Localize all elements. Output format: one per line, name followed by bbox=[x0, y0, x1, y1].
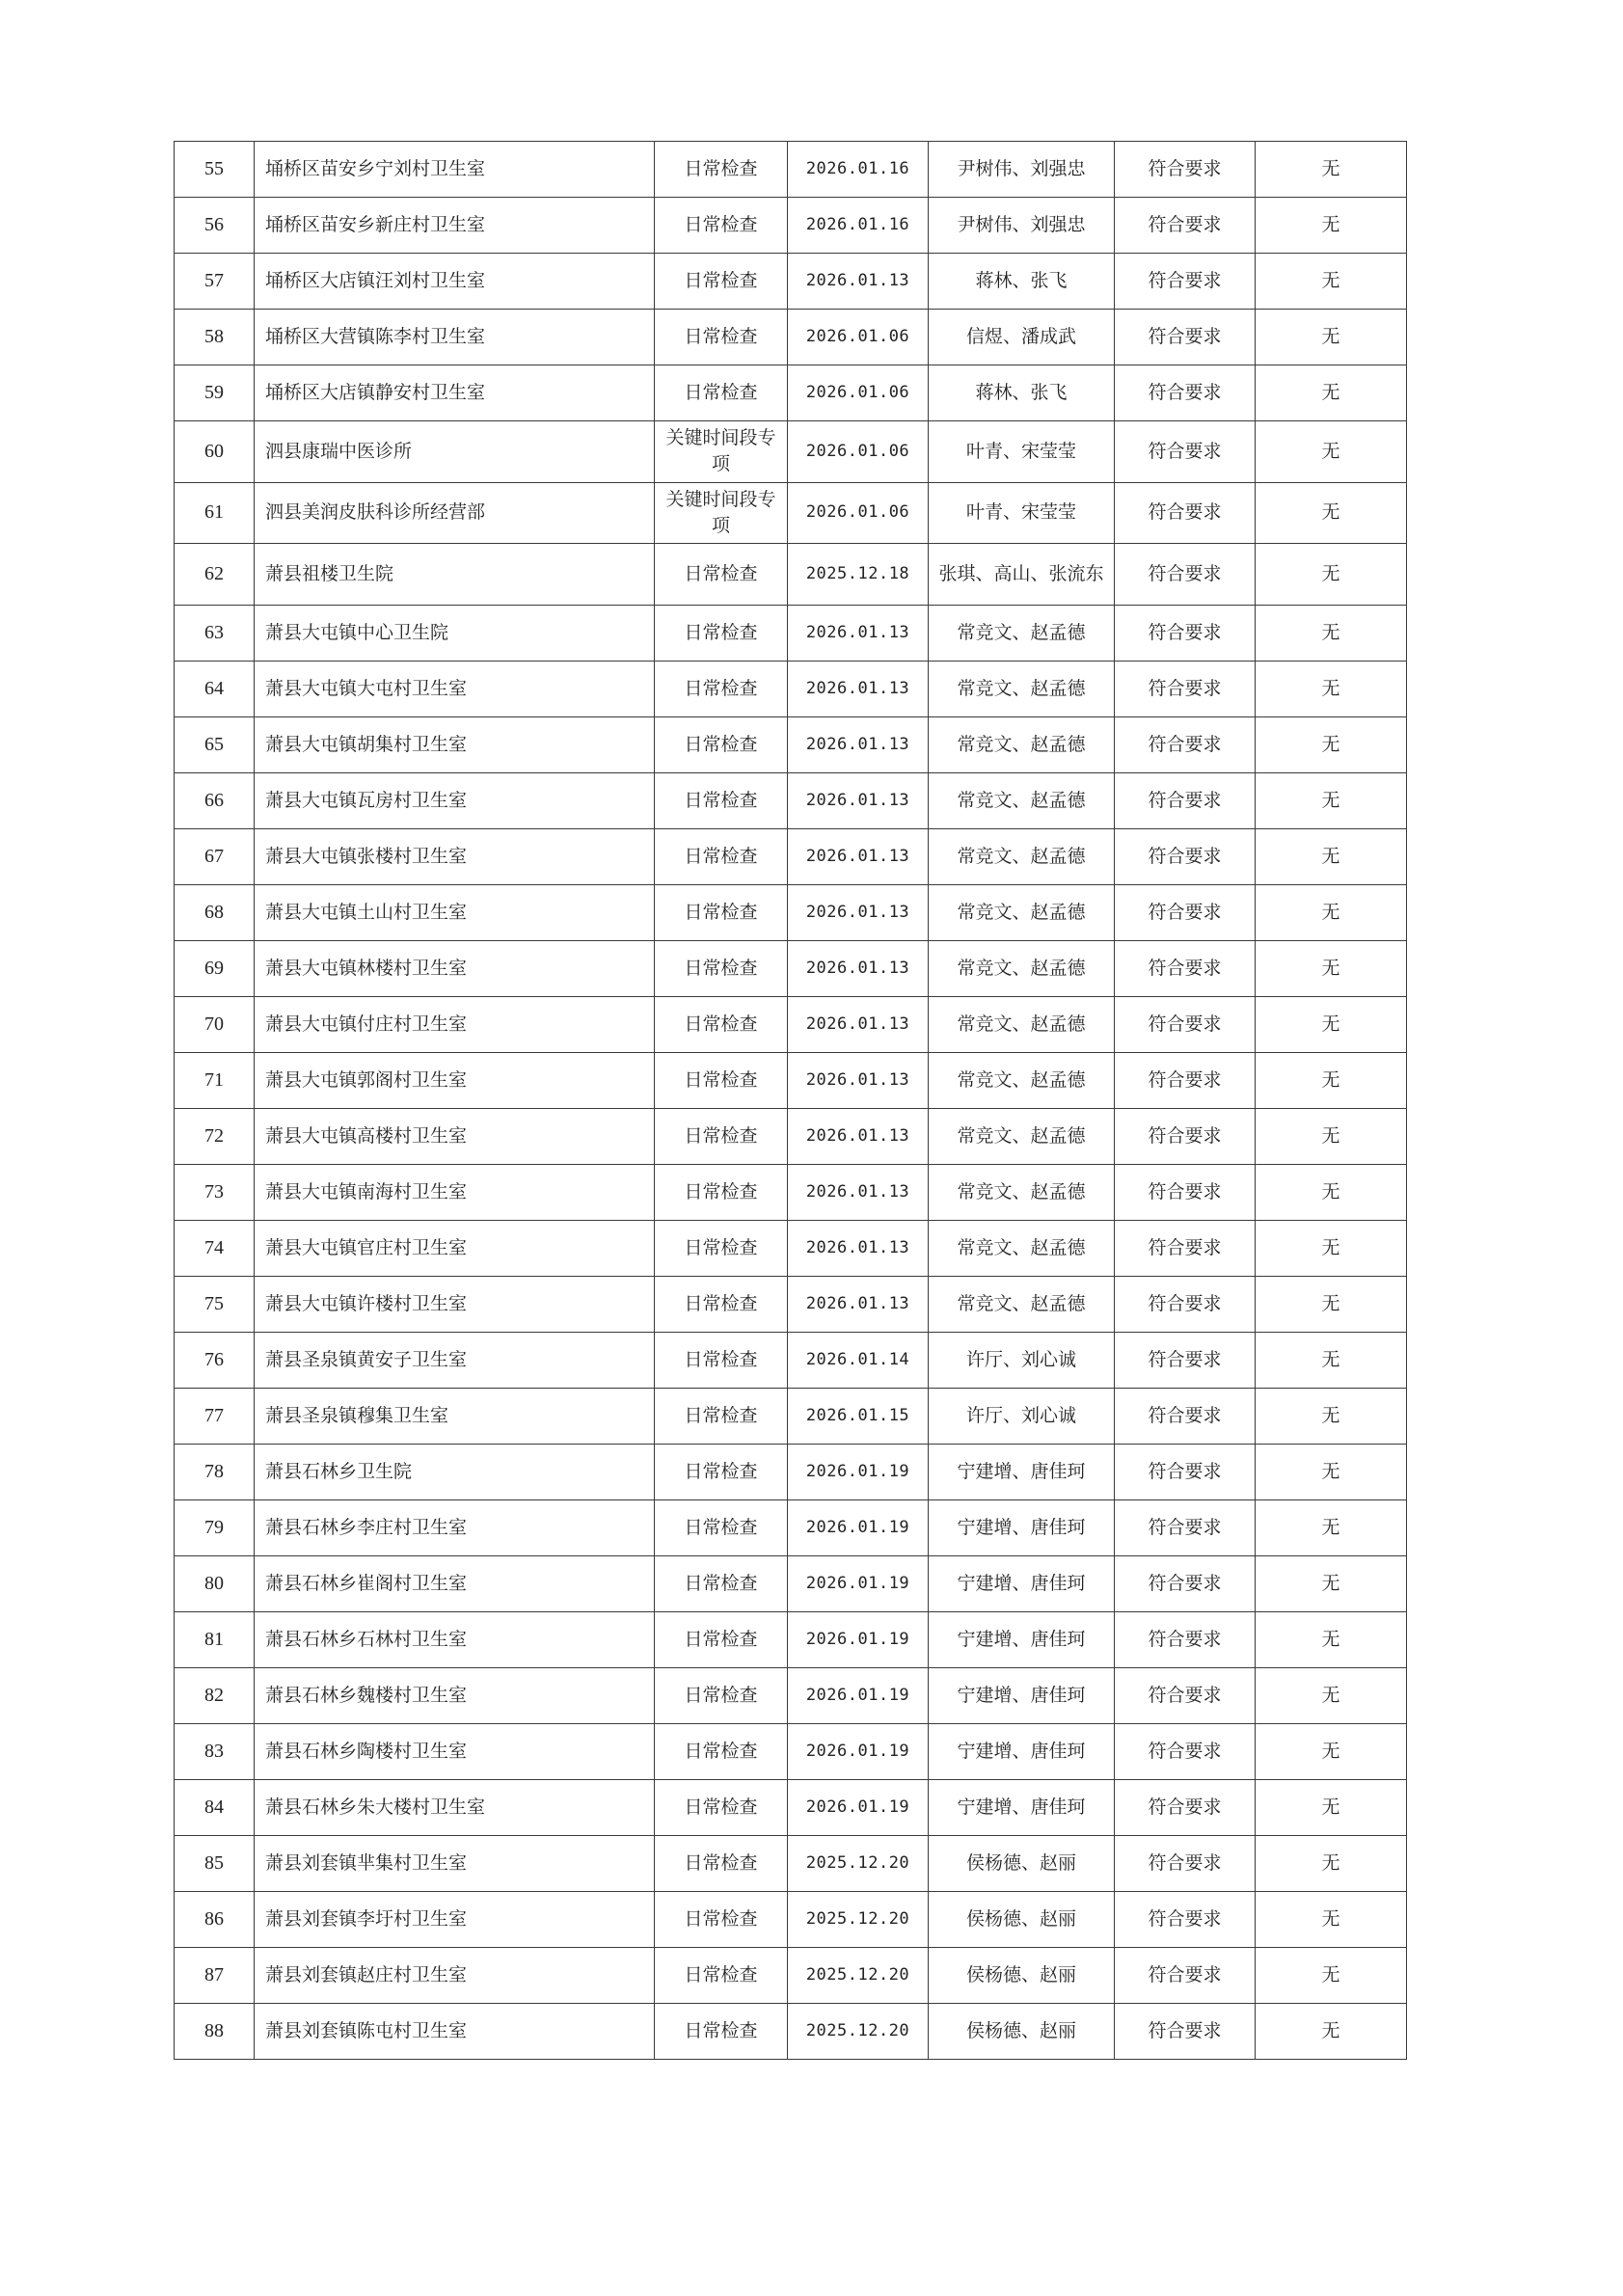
table-row bbox=[175, 142, 1407, 198]
issues-cell: 无 bbox=[1256, 605, 1407, 661]
row-number-cell: 79 bbox=[175, 1499, 255, 1555]
institution-name-cell: 泗县康瑞中医诊所 bbox=[255, 421, 655, 483]
row-number-cell: 87 bbox=[175, 1947, 255, 2003]
inspection-type-cell: 日常检查 bbox=[655, 1835, 788, 1891]
row-number-cell: 70 bbox=[175, 996, 255, 1052]
table-row bbox=[175, 772, 1407, 828]
inspectors-cell: 常竞文、赵孟德 bbox=[929, 884, 1115, 940]
table-row bbox=[175, 198, 1407, 254]
inspectors-cell: 常竞文、赵孟德 bbox=[929, 661, 1115, 716]
issues-cell: 无 bbox=[1256, 142, 1407, 198]
table-row bbox=[175, 365, 1407, 421]
institution-name-cell: 萧县大屯镇官庄村卫生室 bbox=[255, 1220, 655, 1276]
result-cell: 符合要求 bbox=[1115, 884, 1256, 940]
issues-cell: 无 bbox=[1256, 421, 1407, 483]
inspection-type-cell: 日常检查 bbox=[655, 1891, 788, 1947]
row-number-cell: 74 bbox=[175, 1220, 255, 1276]
row-number-cell: 78 bbox=[175, 1444, 255, 1499]
issues-cell: 无 bbox=[1256, 1332, 1407, 1388]
inspection-type-cell: 日常检查 bbox=[655, 828, 788, 884]
inspection-type-cell: 关键时间段专项 bbox=[655, 482, 788, 544]
institution-name-cell: 萧县石林乡朱大楼村卫生室 bbox=[255, 1779, 655, 1835]
inspection-date-cell: 2026.01.13 bbox=[788, 996, 929, 1052]
inspectors-cell: 常竞文、赵孟德 bbox=[929, 1220, 1115, 1276]
result-cell: 符合要求 bbox=[1115, 1332, 1256, 1388]
inspection-type-cell: 日常检查 bbox=[655, 772, 788, 828]
result-cell: 符合要求 bbox=[1115, 1835, 1256, 1891]
inspection-type-cell: 日常检查 bbox=[655, 1723, 788, 1779]
table-row bbox=[175, 1164, 1407, 1220]
result-cell: 符合要求 bbox=[1115, 1052, 1256, 1108]
inspection-type-cell: 日常检查 bbox=[655, 1164, 788, 1220]
result-cell: 符合要求 bbox=[1115, 1555, 1256, 1611]
issues-cell: 无 bbox=[1256, 310, 1407, 365]
inspectors-cell: 宁建增、唐佳珂 bbox=[929, 1555, 1115, 1611]
row-number-cell: 66 bbox=[175, 772, 255, 828]
inspection-date-cell: 2026.01.16 bbox=[788, 198, 929, 254]
row-number-cell: 76 bbox=[175, 1332, 255, 1388]
inspection-type-cell: 日常检查 bbox=[655, 996, 788, 1052]
issues-cell: 无 bbox=[1256, 661, 1407, 716]
row-number-cell: 64 bbox=[175, 661, 255, 716]
inspectors-cell: 许厅、刘心诚 bbox=[929, 1388, 1115, 1444]
inspection-date-cell: 2026.01.13 bbox=[788, 716, 929, 772]
institution-name-cell: 萧县大屯镇张楼村卫生室 bbox=[255, 828, 655, 884]
table-row bbox=[175, 605, 1407, 661]
table-row bbox=[175, 1499, 1407, 1555]
inspectors-cell: 常竞文、赵孟德 bbox=[929, 772, 1115, 828]
issues-cell: 无 bbox=[1256, 482, 1407, 544]
result-cell: 符合要求 bbox=[1115, 940, 1256, 996]
inspectors-cell: 常竞文、赵孟德 bbox=[929, 1108, 1115, 1164]
table-row bbox=[175, 2003, 1407, 2059]
institution-name-cell: 萧县大屯镇林楼村卫生室 bbox=[255, 940, 655, 996]
inspection-type-cell: 日常检查 bbox=[655, 1276, 788, 1332]
institution-name-cell: 萧县大屯镇许楼村卫生室 bbox=[255, 1276, 655, 1332]
result-cell: 符合要求 bbox=[1115, 772, 1256, 828]
result-cell: 符合要求 bbox=[1115, 1164, 1256, 1220]
row-number-cell: 61 bbox=[175, 482, 255, 544]
inspection-type-cell: 日常检查 bbox=[655, 544, 788, 606]
table-row bbox=[175, 544, 1407, 606]
result-cell: 符合要求 bbox=[1115, 661, 1256, 716]
inspection-date-cell: 2026.01.13 bbox=[788, 661, 929, 716]
inspection-date-cell: 2026.01.13 bbox=[788, 828, 929, 884]
inspection-date-cell: 2026.01.13 bbox=[788, 884, 929, 940]
inspection-date-cell: 2026.01.19 bbox=[788, 1667, 929, 1723]
result-cell: 符合要求 bbox=[1115, 1388, 1256, 1444]
issues-cell: 无 bbox=[1256, 2003, 1407, 2059]
result-cell: 符合要求 bbox=[1115, 2003, 1256, 2059]
issues-cell: 无 bbox=[1256, 1779, 1407, 1835]
table-row bbox=[175, 940, 1407, 996]
table-row bbox=[175, 1388, 1407, 1444]
inspection-type-cell: 日常检查 bbox=[655, 198, 788, 254]
inspectors-cell: 宁建增、唐佳珂 bbox=[929, 1667, 1115, 1723]
inspection-date-cell: 2026.01.13 bbox=[788, 1220, 929, 1276]
result-cell: 符合要求 bbox=[1115, 1611, 1256, 1667]
row-number-cell: 86 bbox=[175, 1891, 255, 1947]
inspectors-cell: 宁建增、唐佳珂 bbox=[929, 1779, 1115, 1835]
inspection-type-cell: 日常检查 bbox=[655, 940, 788, 996]
inspection-date-cell: 2026.01.14 bbox=[788, 1332, 929, 1388]
row-number-cell: 56 bbox=[175, 198, 255, 254]
institution-name-cell: 萧县大屯镇中心卫生院 bbox=[255, 605, 655, 661]
institution-name-cell: 萧县大屯镇土山村卫生室 bbox=[255, 884, 655, 940]
inspection-date-cell: 2026.01.19 bbox=[788, 1555, 929, 1611]
institution-name-cell: 埇桥区苗安乡宁刘村卫生室 bbox=[255, 142, 655, 198]
inspection-type-cell: 日常检查 bbox=[655, 1332, 788, 1388]
inspection-type-cell: 日常检查 bbox=[655, 1444, 788, 1499]
institution-name-cell: 萧县刘套镇芈集村卫生室 bbox=[255, 1835, 655, 1891]
table-row bbox=[175, 1220, 1407, 1276]
result-cell: 符合要求 bbox=[1115, 1723, 1256, 1779]
issues-cell: 无 bbox=[1256, 716, 1407, 772]
inspectors-cell: 尹树伟、刘强忠 bbox=[929, 198, 1115, 254]
inspection-date-cell: 2025.12.20 bbox=[788, 1947, 929, 2003]
institution-name-cell: 萧县祖楼卫生院 bbox=[255, 544, 655, 606]
result-cell: 符合要求 bbox=[1115, 254, 1256, 310]
table-row bbox=[175, 828, 1407, 884]
inspectors-cell: 侯杨德、赵丽 bbox=[929, 1891, 1115, 1947]
inspectors-cell: 侯杨德、赵丽 bbox=[929, 1835, 1115, 1891]
institution-name-cell: 萧县刘套镇李圩村卫生室 bbox=[255, 1891, 655, 1947]
row-number-cell: 63 bbox=[175, 605, 255, 661]
row-number-cell: 55 bbox=[175, 142, 255, 198]
row-number-cell: 62 bbox=[175, 544, 255, 606]
inspection-date-cell: 2025.12.20 bbox=[788, 2003, 929, 2059]
institution-name-cell: 泗县美润皮肤科诊所经营部 bbox=[255, 482, 655, 544]
inspectors-cell: 许厅、刘心诚 bbox=[929, 1332, 1115, 1388]
result-cell: 符合要求 bbox=[1115, 198, 1256, 254]
table-row bbox=[175, 1276, 1407, 1332]
table-row bbox=[175, 996, 1407, 1052]
institution-name-cell: 萧县石林乡陶楼村卫生室 bbox=[255, 1723, 655, 1779]
result-cell: 符合要求 bbox=[1115, 142, 1256, 198]
table-row bbox=[175, 1667, 1407, 1723]
inspectors-cell: 常竞文、赵孟德 bbox=[929, 996, 1115, 1052]
inspection-date-cell: 2026.01.06 bbox=[788, 421, 929, 483]
table-row bbox=[175, 1108, 1407, 1164]
institution-name-cell: 萧县石林乡崔阁村卫生室 bbox=[255, 1555, 655, 1611]
result-cell: 符合要求 bbox=[1115, 365, 1256, 421]
inspectors-cell: 常竞文、赵孟德 bbox=[929, 940, 1115, 996]
inspection-type-cell: 日常检查 bbox=[655, 605, 788, 661]
inspectors-cell: 宁建增、唐佳珂 bbox=[929, 1723, 1115, 1779]
issues-cell: 无 bbox=[1256, 828, 1407, 884]
row-number-cell: 71 bbox=[175, 1052, 255, 1108]
inspection-type-cell: 日常检查 bbox=[655, 254, 788, 310]
table-row bbox=[175, 310, 1407, 365]
inspectors-cell: 尹树伟、刘强忠 bbox=[929, 142, 1115, 198]
issues-cell: 无 bbox=[1256, 1499, 1407, 1555]
table-row bbox=[175, 1555, 1407, 1611]
inspection-type-cell: 日常检查 bbox=[655, 142, 788, 198]
institution-name-cell: 萧县石林乡魏楼村卫生室 bbox=[255, 1667, 655, 1723]
table-body bbox=[175, 142, 1407, 2060]
result-cell: 符合要求 bbox=[1115, 421, 1256, 483]
inspection-type-cell: 日常检查 bbox=[655, 1052, 788, 1108]
institution-name-cell: 萧县大屯镇大屯村卫生室 bbox=[255, 661, 655, 716]
inspection-date-cell: 2026.01.13 bbox=[788, 1276, 929, 1332]
issues-cell: 无 bbox=[1256, 1444, 1407, 1499]
result-cell: 符合要求 bbox=[1115, 1891, 1256, 1947]
inspection-type-cell: 日常检查 bbox=[655, 1220, 788, 1276]
result-cell: 符合要求 bbox=[1115, 605, 1256, 661]
row-number-cell: 67 bbox=[175, 828, 255, 884]
row-number-cell: 82 bbox=[175, 1667, 255, 1723]
inspection-date-cell: 2026.01.13 bbox=[788, 940, 929, 996]
result-cell: 符合要求 bbox=[1115, 482, 1256, 544]
result-cell: 符合要求 bbox=[1115, 1667, 1256, 1723]
inspection-type-cell: 日常检查 bbox=[655, 365, 788, 421]
row-number-cell: 85 bbox=[175, 1835, 255, 1891]
inspection-type-cell: 日常检查 bbox=[655, 1667, 788, 1723]
institution-name-cell: 萧县圣泉镇穆集卫生室 bbox=[255, 1388, 655, 1444]
inspectors-cell: 侯杨德、赵丽 bbox=[929, 2003, 1115, 2059]
table-row bbox=[175, 1891, 1407, 1947]
inspection-date-cell: 2025.12.20 bbox=[788, 1891, 929, 1947]
inspection-type-cell: 日常检查 bbox=[655, 2003, 788, 2059]
inspection-type-cell: 日常检查 bbox=[655, 1947, 788, 2003]
inspection-date-cell: 2026.01.06 bbox=[788, 365, 929, 421]
issues-cell: 无 bbox=[1256, 772, 1407, 828]
inspection-type-cell: 日常检查 bbox=[655, 1499, 788, 1555]
row-number-cell: 75 bbox=[175, 1276, 255, 1332]
issues-cell: 无 bbox=[1256, 365, 1407, 421]
issues-cell: 无 bbox=[1256, 1891, 1407, 1947]
table-row bbox=[175, 1723, 1407, 1779]
institution-name-cell: 萧县石林乡卫生院 bbox=[255, 1444, 655, 1499]
result-cell: 符合要求 bbox=[1115, 1947, 1256, 2003]
inspectors-cell: 蒋林、张飞 bbox=[929, 365, 1115, 421]
issues-cell: 无 bbox=[1256, 1220, 1407, 1276]
inspectors-cell: 蒋林、张飞 bbox=[929, 254, 1115, 310]
institution-name-cell: 埇桥区苗安乡新庄村卫生室 bbox=[255, 198, 655, 254]
result-cell: 符合要求 bbox=[1115, 1108, 1256, 1164]
issues-cell: 无 bbox=[1256, 1947, 1407, 2003]
table-row bbox=[175, 254, 1407, 310]
issues-cell: 无 bbox=[1256, 1723, 1407, 1779]
result-cell: 符合要求 bbox=[1115, 996, 1256, 1052]
inspection-type-cell: 日常检查 bbox=[655, 884, 788, 940]
issues-cell: 无 bbox=[1256, 1388, 1407, 1444]
issues-cell: 无 bbox=[1256, 1276, 1407, 1332]
institution-name-cell: 埇桥区大店镇汪刘村卫生室 bbox=[255, 254, 655, 310]
row-number-cell: 72 bbox=[175, 1108, 255, 1164]
table-row bbox=[175, 1835, 1407, 1891]
inspectors-cell: 常竞文、赵孟德 bbox=[929, 1052, 1115, 1108]
row-number-cell: 73 bbox=[175, 1164, 255, 1220]
inspection-type-cell: 关键时间段专项 bbox=[655, 421, 788, 483]
inspection-type-cell: 日常检查 bbox=[655, 1779, 788, 1835]
table-row bbox=[175, 884, 1407, 940]
inspection-type-cell: 日常检查 bbox=[655, 661, 788, 716]
row-number-cell: 58 bbox=[175, 310, 255, 365]
table-row bbox=[175, 1611, 1407, 1667]
result-cell: 符合要求 bbox=[1115, 1779, 1256, 1835]
institution-name-cell: 萧县大屯镇郭阁村卫生室 bbox=[255, 1052, 655, 1108]
institution-name-cell: 萧县大屯镇瓦房村卫生室 bbox=[255, 772, 655, 828]
institution-name-cell: 埇桥区大营镇陈李村卫生室 bbox=[255, 310, 655, 365]
row-number-cell: 65 bbox=[175, 716, 255, 772]
institution-name-cell: 萧县圣泉镇黄安子卫生室 bbox=[255, 1332, 655, 1388]
issues-cell: 无 bbox=[1256, 1108, 1407, 1164]
inspection-type-cell: 日常检查 bbox=[655, 310, 788, 365]
inspection-date-cell: 2026.01.15 bbox=[788, 1388, 929, 1444]
result-cell: 符合要求 bbox=[1115, 1276, 1256, 1332]
inspection-type-cell: 日常检查 bbox=[655, 1388, 788, 1444]
row-number-cell: 68 bbox=[175, 884, 255, 940]
inspection-date-cell: 2026.01.06 bbox=[788, 482, 929, 544]
table-row bbox=[175, 1332, 1407, 1388]
issues-cell: 无 bbox=[1256, 1835, 1407, 1891]
inspection-date-cell: 2026.01.19 bbox=[788, 1723, 929, 1779]
result-cell: 符合要求 bbox=[1115, 310, 1256, 365]
inspection-records-table bbox=[174, 141, 1407, 2060]
inspectors-cell: 常竞文、赵孟德 bbox=[929, 1164, 1115, 1220]
inspection-date-cell: 2026.01.13 bbox=[788, 254, 929, 310]
inspectors-cell: 常竞文、赵孟德 bbox=[929, 605, 1115, 661]
issues-cell: 无 bbox=[1256, 254, 1407, 310]
institution-name-cell: 萧县大屯镇付庄村卫生室 bbox=[255, 996, 655, 1052]
row-number-cell: 77 bbox=[175, 1388, 255, 1444]
inspection-date-cell: 2026.01.13 bbox=[788, 1052, 929, 1108]
row-number-cell: 60 bbox=[175, 421, 255, 483]
issues-cell: 无 bbox=[1256, 1611, 1407, 1667]
issues-cell: 无 bbox=[1256, 1667, 1407, 1723]
inspectors-cell: 信煜、潘成武 bbox=[929, 310, 1115, 365]
inspectors-cell: 宁建增、唐佳珂 bbox=[929, 1499, 1115, 1555]
institution-name-cell: 萧县大屯镇胡集村卫生室 bbox=[255, 716, 655, 772]
inspection-type-cell: 日常检查 bbox=[655, 1611, 788, 1667]
institution-name-cell: 埇桥区大店镇静安村卫生室 bbox=[255, 365, 655, 421]
inspectors-cell: 叶青、宋莹莹 bbox=[929, 482, 1115, 544]
institution-name-cell: 萧县大屯镇高楼村卫生室 bbox=[255, 1108, 655, 1164]
inspectors-cell: 侯杨德、赵丽 bbox=[929, 1947, 1115, 2003]
inspection-date-cell: 2026.01.19 bbox=[788, 1444, 929, 1499]
result-cell: 符合要求 bbox=[1115, 828, 1256, 884]
table-row bbox=[175, 482, 1407, 544]
row-number-cell: 59 bbox=[175, 365, 255, 421]
inspectors-cell: 张琪、高山、张流东 bbox=[929, 544, 1115, 606]
institution-name-cell: 萧县大屯镇南海村卫生室 bbox=[255, 1164, 655, 1220]
issues-cell: 无 bbox=[1256, 940, 1407, 996]
issues-cell: 无 bbox=[1256, 198, 1407, 254]
institution-name-cell: 萧县刘套镇陈屯村卫生室 bbox=[255, 2003, 655, 2059]
result-cell: 符合要求 bbox=[1115, 544, 1256, 606]
row-number-cell: 84 bbox=[175, 1779, 255, 1835]
inspection-type-cell: 日常检查 bbox=[655, 1555, 788, 1611]
table-row bbox=[175, 1444, 1407, 1499]
issues-cell: 无 bbox=[1256, 1052, 1407, 1108]
result-cell: 符合要求 bbox=[1115, 1499, 1256, 1555]
row-number-cell: 83 bbox=[175, 1723, 255, 1779]
row-number-cell: 88 bbox=[175, 2003, 255, 2059]
inspection-date-cell: 2026.01.19 bbox=[788, 1611, 929, 1667]
table-row bbox=[175, 661, 1407, 716]
result-cell: 符合要求 bbox=[1115, 716, 1256, 772]
result-cell: 符合要求 bbox=[1115, 1444, 1256, 1499]
issues-cell: 无 bbox=[1256, 544, 1407, 606]
issues-cell: 无 bbox=[1256, 1555, 1407, 1611]
row-number-cell: 80 bbox=[175, 1555, 255, 1611]
institution-name-cell: 萧县石林乡李庄村卫生室 bbox=[255, 1499, 655, 1555]
table-row bbox=[175, 421, 1407, 483]
result-cell: 符合要求 bbox=[1115, 1220, 1256, 1276]
issues-cell: 无 bbox=[1256, 996, 1407, 1052]
inspectors-cell: 常竞文、赵孟德 bbox=[929, 828, 1115, 884]
inspection-date-cell: 2025.12.18 bbox=[788, 544, 929, 606]
row-number-cell: 81 bbox=[175, 1611, 255, 1667]
institution-name-cell: 萧县石林乡石林村卫生室 bbox=[255, 1611, 655, 1667]
inspectors-cell: 宁建增、唐佳珂 bbox=[929, 1611, 1115, 1667]
issues-cell: 无 bbox=[1256, 1164, 1407, 1220]
inspection-date-cell: 2025.12.20 bbox=[788, 1835, 929, 1891]
inspectors-cell: 宁建增、唐佳珂 bbox=[929, 1444, 1115, 1499]
table-row bbox=[175, 1947, 1407, 2003]
issues-cell: 无 bbox=[1256, 884, 1407, 940]
inspection-date-cell: 2026.01.16 bbox=[788, 142, 929, 198]
institution-name-cell: 萧县刘套镇赵庄村卫生室 bbox=[255, 1947, 655, 2003]
inspection-type-cell: 日常检查 bbox=[655, 1108, 788, 1164]
inspectors-cell: 常竞文、赵孟德 bbox=[929, 716, 1115, 772]
table-row bbox=[175, 1779, 1407, 1835]
inspectors-cell: 常竞文、赵孟德 bbox=[929, 1276, 1115, 1332]
inspection-type-cell: 日常检查 bbox=[655, 716, 788, 772]
inspection-date-cell: 2026.01.06 bbox=[788, 310, 929, 365]
inspection-date-cell: 2026.01.19 bbox=[788, 1779, 929, 1835]
inspection-date-cell: 2026.01.13 bbox=[788, 772, 929, 828]
table-row bbox=[175, 1052, 1407, 1108]
inspection-date-cell: 2026.01.13 bbox=[788, 605, 929, 661]
row-number-cell: 57 bbox=[175, 254, 255, 310]
inspection-date-cell: 2026.01.13 bbox=[788, 1164, 929, 1220]
table-row bbox=[175, 716, 1407, 772]
inspectors-cell: 叶青、宋莹莹 bbox=[929, 421, 1115, 483]
inspection-date-cell: 2026.01.13 bbox=[788, 1108, 929, 1164]
inspection-date-cell: 2026.01.19 bbox=[788, 1499, 929, 1555]
row-number-cell: 69 bbox=[175, 940, 255, 996]
